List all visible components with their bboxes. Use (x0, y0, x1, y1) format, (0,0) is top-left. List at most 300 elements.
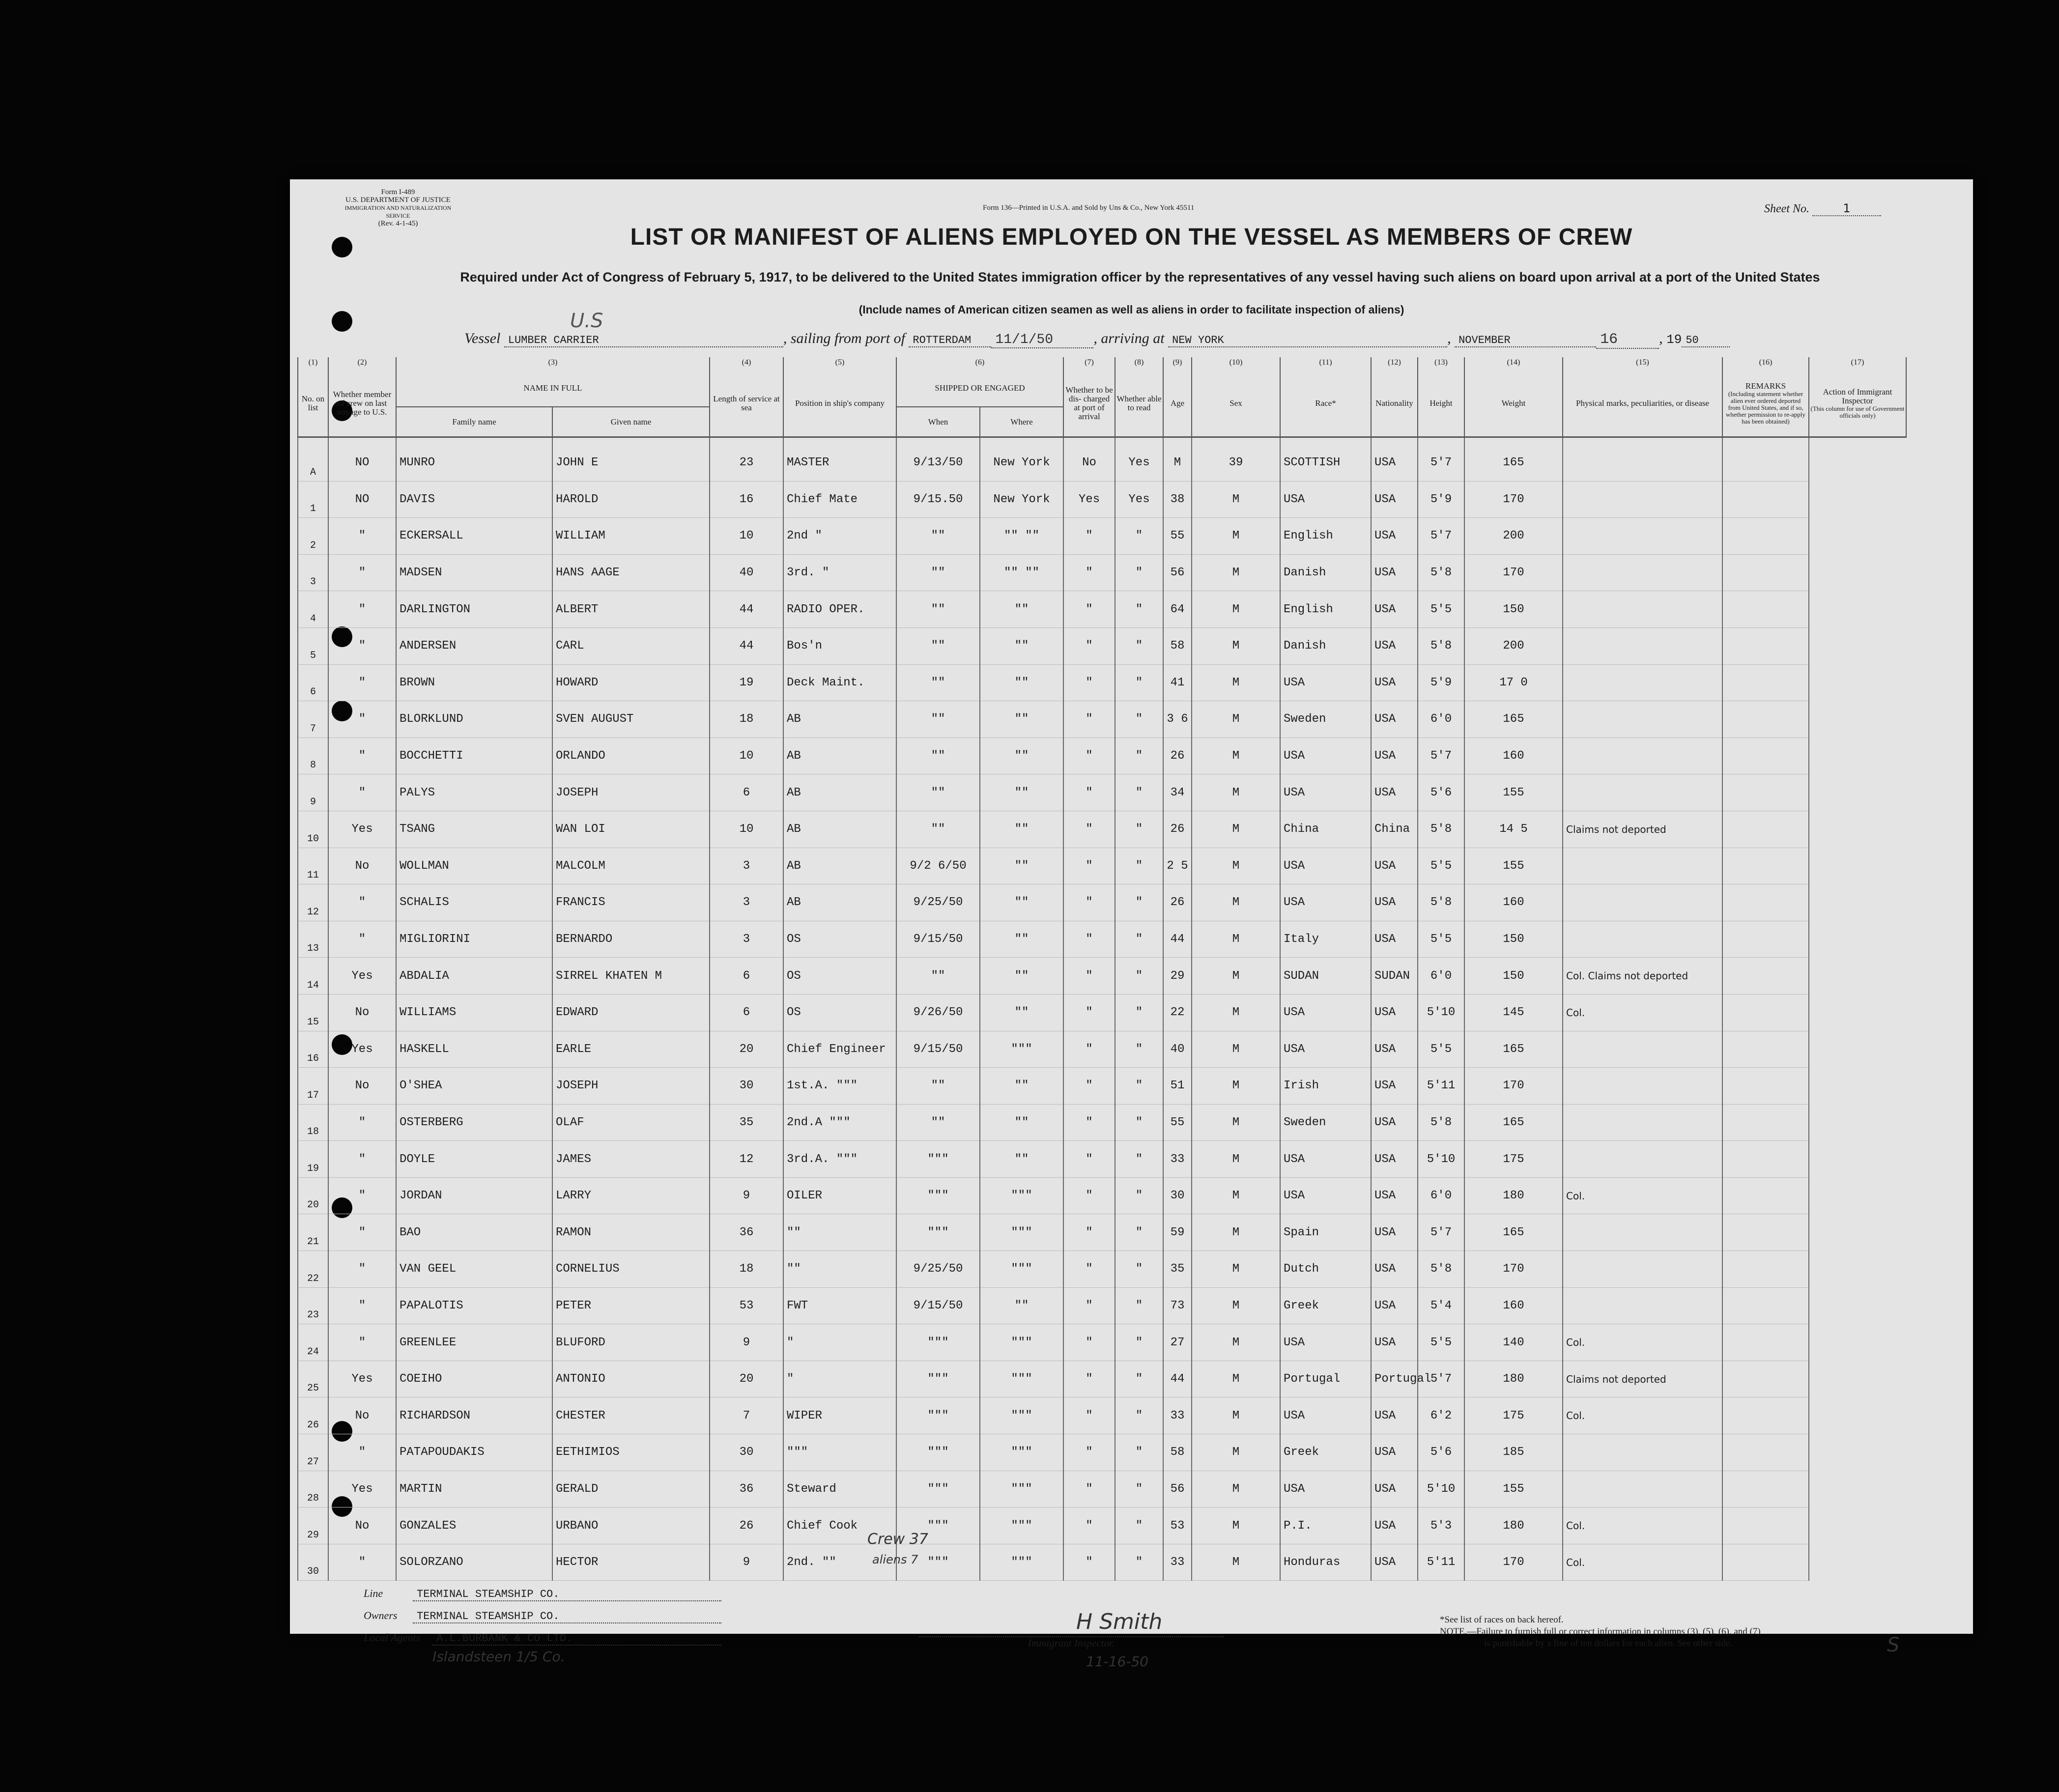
cell-physical (1563, 591, 1722, 628)
cell-age: M (1163, 445, 1192, 481)
cell-remarks (1722, 848, 1809, 884)
cell-nationality: Portugal (1371, 1361, 1418, 1397)
cell-family: MADSEN (396, 554, 552, 591)
cell-where: New York (980, 445, 1063, 481)
cell-physical (1563, 1141, 1722, 1178)
cell-when: "" (896, 664, 980, 701)
cell-when: 9/13/50 (896, 445, 980, 481)
cell-when: """ (896, 1544, 980, 1581)
cell-weight: 170 (1464, 1251, 1563, 1288)
cell-nationality: USA (1371, 1251, 1418, 1288)
cell-family: MUNRO (396, 445, 552, 481)
cell-family: ABDALIA (396, 958, 552, 995)
cell-race: USA (1280, 1141, 1371, 1178)
cell-race: English (1280, 518, 1371, 555)
cell-family: COEIHO (396, 1361, 552, 1397)
col-num: (13) (1418, 357, 1464, 370)
cell-weight: 160 (1464, 1287, 1563, 1324)
cell-physical: Col. (1563, 1397, 1722, 1434)
cell-read: " (1115, 958, 1163, 995)
cell-physical (1563, 1068, 1722, 1105)
cell-age: 55 (1163, 518, 1192, 555)
cell-when: 9/2 6/50 (896, 848, 980, 884)
cell-age: 2 5 (1163, 848, 1192, 884)
cell-remarks (1722, 554, 1809, 591)
cell-age: 40 (1163, 1031, 1192, 1068)
cell-weight: 150 (1464, 921, 1563, 958)
alien-count-note: aliens 7 (872, 1553, 918, 1566)
cell-race: Portugal (1280, 1361, 1371, 1397)
cell-age: 38 (1163, 481, 1192, 518)
arrival-day: 16 (1596, 331, 1659, 349)
cell-length: 10 (710, 811, 783, 848)
cell-given: CHESTER (552, 1397, 710, 1434)
cell-member: Yes (328, 811, 396, 848)
cell-length: 20 (710, 1031, 783, 1068)
cell-position: 3rd. " (783, 554, 896, 591)
cell-physical (1563, 1434, 1722, 1471)
cell-height: 5'3 (1418, 1508, 1464, 1544)
cell-disch: " (1063, 518, 1115, 555)
cell-when: """ (896, 1141, 980, 1178)
cell-read: " (1115, 1031, 1163, 1068)
cell-physical (1563, 518, 1722, 555)
header-where: Where (980, 407, 1063, 437)
year-prefix: 19 (1666, 332, 1682, 347)
cell-length: 16 (710, 481, 783, 518)
cell-sex: M (1192, 1324, 1280, 1361)
cell-length: 6 (710, 774, 783, 811)
col-num: (3) (396, 357, 710, 370)
col-num: (6) (896, 357, 1063, 370)
cell-length: 18 (710, 1251, 783, 1288)
cell-length: 6 (710, 958, 783, 995)
col-num: (1) (298, 357, 328, 370)
crew-row (298, 1214, 1906, 1251)
cell-family: HASKELL (396, 1031, 552, 1068)
crew-row (298, 1141, 1906, 1178)
cell-sex: M (1192, 994, 1280, 1031)
cell-no: 19 (298, 1141, 328, 1178)
cell-where: "" "" (980, 518, 1063, 555)
form-header (334, 188, 462, 228)
cell-read: " (1115, 1177, 1163, 1214)
cell-where: "" (980, 884, 1063, 921)
header-member: Whether member of crew on last voyage to U.S. (328, 370, 396, 437)
cell-where: """ (980, 1177, 1063, 1214)
cell-weight: 150 (1464, 958, 1563, 995)
cell-when: """ (896, 1434, 980, 1471)
cell-family: ECKERSALL (396, 518, 552, 555)
cell-read: " (1115, 627, 1163, 664)
cell-member: Yes (328, 1471, 396, 1508)
cell-nationality: USA (1371, 1508, 1418, 1544)
remarks-sub: (Including statement whether alien ever ordered deported from United States, and if so, whether permission to re-apply has been obtained) (1725, 390, 1806, 425)
cell-when: 9/15/50 (896, 1031, 980, 1068)
cell-weight: 175 (1464, 1141, 1563, 1178)
header-remarks (1722, 370, 1809, 437)
col-num: (5) (783, 357, 896, 370)
cell-height: 5'5 (1418, 1031, 1464, 1068)
cell-no: 24 (298, 1324, 328, 1361)
cell-remarks (1722, 1141, 1809, 1178)
cell-race: USA (1280, 738, 1371, 774)
crew-row (298, 1251, 1906, 1288)
cell-no: 5 (298, 627, 328, 664)
cell-height: 5'10 (1418, 994, 1464, 1031)
cell-member: " (328, 554, 396, 591)
cell-when: """ (896, 1214, 980, 1251)
cell-weight: 170 (1464, 554, 1563, 591)
cell-age: 53 (1163, 1508, 1192, 1544)
cell-disch: " (1063, 738, 1115, 774)
cell-where: "" (980, 848, 1063, 884)
cell-member: No (328, 1397, 396, 1434)
cell-family: BLORKLUND (396, 701, 552, 738)
cell-physical (1563, 848, 1722, 884)
cell-height: 5'5 (1418, 848, 1464, 884)
cell-height: 6'0 (1418, 958, 1464, 995)
crew-row (298, 1104, 1906, 1141)
cell-no: 23 (298, 1287, 328, 1324)
header-name-in-full: NAME IN FULL (396, 370, 710, 407)
cell-sex: M (1192, 1141, 1280, 1178)
cell-family: O'SHEA (396, 1068, 552, 1105)
cell-nationality: USA (1371, 1177, 1418, 1214)
cell-race: Irish (1280, 1068, 1371, 1105)
cell-race: Greek (1280, 1434, 1371, 1471)
cell-height: 6'2 (1418, 1397, 1464, 1434)
cell-disch: " (1063, 921, 1115, 958)
cell-weight: 200 (1464, 627, 1563, 664)
col-num: (2) (328, 357, 396, 370)
cell-sex: M (1192, 1361, 1280, 1397)
owners-value: TERMINAL STEAMSHIP CO. (413, 1610, 721, 1623)
cell-sex: M (1192, 921, 1280, 958)
cell-when: """ (896, 1508, 980, 1544)
crew-row (298, 591, 1906, 628)
cell-no: 14 (298, 958, 328, 995)
cell-race: English (1280, 591, 1371, 628)
arrival-year: 50 (1682, 334, 1730, 347)
cell-physical: Col. (1563, 1324, 1722, 1361)
cell-age: 56 (1163, 1471, 1192, 1508)
cell-disch: " (1063, 1214, 1115, 1251)
vessel-hand-note: U.S (570, 310, 603, 332)
cell-length: 19 (710, 664, 783, 701)
cell-age: 26 (1163, 738, 1192, 774)
cell-disch: " (1063, 1141, 1115, 1178)
cell-member: " (328, 664, 396, 701)
cell-nationality: USA (1371, 1544, 1418, 1581)
cell-where: """ (980, 1434, 1063, 1471)
cell-length: 30 (710, 1068, 783, 1105)
page-title: LIST OR MANIFEST OF ALIENS EMPLOYED ON THE VESSEL AS MEMBERS OF CREW (630, 224, 1633, 250)
cell-family: OSTERBERG (396, 1104, 552, 1141)
cell-nationality: USA (1371, 1141, 1418, 1178)
race-note: *See list of races on back hereof. (1440, 1615, 1564, 1625)
cell-nationality: USA (1371, 1471, 1418, 1508)
cell-disch: " (1063, 701, 1115, 738)
cell-given: LARRY (552, 1177, 710, 1214)
cell-position: """ (783, 1434, 896, 1471)
header-discharged: Whether to be dis- charged at port of arrival (1063, 370, 1115, 437)
cell-position: AB (783, 701, 896, 738)
cell-member: No (328, 994, 396, 1031)
crew-row (298, 921, 1906, 958)
cell-member: " (328, 884, 396, 921)
cell-disch: " (1063, 958, 1115, 995)
cell-remarks (1722, 774, 1809, 811)
cell-sex: M (1192, 848, 1280, 884)
page-subtitle: Required under Act of Congress of February 5, 1917, to be delivered to the United States immigration officer by the representatives of any vessel having such aliens on board upon arrival at a port of the United States (460, 270, 1820, 284)
cell-position: OS (783, 994, 896, 1031)
cell-weight: 14 5 (1464, 811, 1563, 848)
cell-disch: " (1063, 1287, 1115, 1324)
cell-nationality: USA (1371, 591, 1418, 628)
header-height: Height (1418, 370, 1464, 437)
cell-given: EARLE (552, 1031, 710, 1068)
cell-no: 15 (298, 994, 328, 1031)
cell-no: 26 (298, 1397, 328, 1434)
cell-disch: " (1063, 848, 1115, 884)
cell-family: DOYLE (396, 1141, 552, 1178)
cell-member: Yes (328, 1361, 396, 1397)
cell-no: 21 (298, 1214, 328, 1251)
cell-remarks (1722, 1068, 1809, 1105)
cell-given: GERALD (552, 1471, 710, 1508)
sheet-label: Sheet No. (1764, 202, 1809, 215)
line-label: Line (364, 1587, 383, 1599)
cell-weight: 160 (1464, 738, 1563, 774)
cell-weight: 185 (1464, 1434, 1563, 1471)
cell-weight: 165 (1464, 1104, 1563, 1141)
cell-length: 10 (710, 738, 783, 774)
cell-disch: " (1063, 1068, 1115, 1105)
cell-sex: M (1192, 738, 1280, 774)
cell-sex: M (1192, 1214, 1280, 1251)
cell-given: SIRREL KHATEN M (552, 958, 710, 995)
cell-when: """ (896, 1324, 980, 1361)
cell-given: PETER (552, 1287, 710, 1324)
cell-no: 18 (298, 1104, 328, 1141)
crew-row (298, 518, 1906, 555)
cell-family: ANDERSEN (396, 627, 552, 664)
cell-family: SCHALIS (396, 884, 552, 921)
cell-disch: " (1063, 811, 1115, 848)
cell-physical (1563, 1287, 1722, 1324)
cell-no: 7 (298, 701, 328, 738)
cell-disch: " (1063, 1177, 1115, 1214)
crew-row (298, 445, 1906, 481)
cell-disch: " (1063, 1324, 1115, 1361)
cell-weight: 140 (1464, 1324, 1563, 1361)
vessel-line: Vessel LUMBER CARRIER , sailing from port of ROTTERDAM 11/1/50 , arriving at NEW YORK , NOVEMBER 16 , 19 50 (464, 330, 1730, 349)
cell-height: 5'8 (1418, 884, 1464, 921)
cell-position: 2nd " (783, 518, 896, 555)
action-sub: (This column for use of Government officials only) (1810, 404, 1905, 419)
cell-no: 11 (298, 848, 328, 884)
cell-family: PALYS (396, 774, 552, 811)
cell-sex: M (1192, 1031, 1280, 1068)
cell-family: WILLIAMS (396, 994, 552, 1031)
cell-position: WIPER (783, 1397, 896, 1434)
cell-member: " (328, 1324, 396, 1361)
cell-disch: " (1063, 884, 1115, 921)
cell-remarks (1722, 1214, 1809, 1251)
col-num: (12) (1371, 357, 1418, 370)
crew-row (298, 664, 1906, 701)
cell-nationality: USA (1371, 554, 1418, 591)
inspector-signature: H Smith (1076, 1609, 1163, 1634)
cell-sex: M (1192, 627, 1280, 664)
cell-no: 28 (298, 1471, 328, 1508)
cell-where: """ (980, 1544, 1063, 1581)
cell-length: 30 (710, 1434, 783, 1471)
crew-row (298, 1324, 1906, 1361)
cell-member: " (328, 518, 396, 555)
cell-nationality: USA (1371, 1068, 1418, 1105)
cell-member: " (328, 627, 396, 664)
cell-race: USA (1280, 481, 1371, 518)
cell-read: " (1115, 921, 1163, 958)
cell-member: " (328, 1251, 396, 1288)
cell-height: 5'10 (1418, 1471, 1464, 1508)
cell-disch: " (1063, 591, 1115, 628)
cell-physical (1563, 1251, 1722, 1288)
cell-where: """ (980, 1471, 1063, 1508)
action-title: Action of Immigrant Inspector (1823, 387, 1892, 405)
cell-when: "" (896, 811, 980, 848)
footer-line (364, 1587, 721, 1601)
cell-length: 23 (710, 445, 783, 481)
header-nationality: Nationality (1371, 370, 1418, 437)
cell-height: 5'5 (1418, 591, 1464, 628)
cell-when: 9/25/50 (896, 884, 980, 921)
cell-sex: 39 (1192, 445, 1280, 481)
cell-length: 18 (710, 701, 783, 738)
cell-nationality: USA (1371, 1397, 1418, 1434)
cell-sex: M (1192, 591, 1280, 628)
header-given: Given name (552, 407, 710, 437)
cell-age: 35 (1163, 1251, 1192, 1288)
cell-disch: No (1063, 445, 1115, 481)
cell-weight: 155 (1464, 848, 1563, 884)
cell-age: 33 (1163, 1397, 1192, 1434)
cell-nationality: USA (1371, 481, 1418, 518)
inspector-date: 11-16-50 (1086, 1653, 1149, 1670)
sailing-date: 11/1/50 (991, 332, 1093, 348)
cell-position: Chief Engineer (783, 1031, 896, 1068)
cell-given: OLAF (552, 1104, 710, 1141)
cell-family: BAO (396, 1214, 552, 1251)
cell-given: ORLANDO (552, 738, 710, 774)
cell-position: MASTER (783, 445, 896, 481)
cell-where: "" (980, 627, 1063, 664)
cell-where: "" (980, 921, 1063, 958)
cell-no: A (298, 445, 328, 481)
cell-weight: 170 (1464, 1544, 1563, 1581)
cell-age: 34 (1163, 774, 1192, 811)
owners-label: Owners (364, 1609, 398, 1621)
cell-when: "" (896, 774, 980, 811)
cell-given: SVEN AUGUST (552, 701, 710, 738)
cell-where: "" (980, 774, 1063, 811)
cell-read: " (1115, 884, 1163, 921)
cell-when: "" (896, 1068, 980, 1105)
cell-given: JOHN E (552, 445, 710, 481)
cell-physical: Col. (1563, 1177, 1722, 1214)
cell-weight: 155 (1464, 774, 1563, 811)
cell-nationality: USA (1371, 1104, 1418, 1141)
cell-age: 59 (1163, 1214, 1192, 1251)
cell-when: "" (896, 1104, 980, 1141)
cell-position: 3rd.A. """ (783, 1141, 896, 1178)
crew-row (298, 1287, 1906, 1324)
cell-height: 5'9 (1418, 481, 1464, 518)
col-num: (11) (1280, 357, 1371, 370)
cell-position: " (783, 1324, 896, 1361)
crew-row (298, 1508, 1906, 1544)
crew-row (298, 627, 1906, 664)
cell-race: Danish (1280, 627, 1371, 664)
header-length: Length of service at sea (710, 370, 783, 437)
cell-age: 33 (1163, 1544, 1192, 1581)
crew-row (298, 1471, 1906, 1508)
cell-nationality: USA (1371, 627, 1418, 664)
cell-member: " (328, 1214, 396, 1251)
cell-remarks (1722, 1361, 1809, 1397)
cell-height: 5'6 (1418, 1434, 1464, 1471)
crew-row (298, 1068, 1906, 1105)
agents-value: A.L.BURBANK & CO LTD. (432, 1632, 721, 1646)
crew-row (298, 738, 1906, 774)
cell-physical (1563, 921, 1722, 958)
cell-sex: M (1192, 958, 1280, 995)
cell-family: MIGLIORINI (396, 921, 552, 958)
cell-position: OILER (783, 1177, 896, 1214)
cell-nationality: USA (1371, 1287, 1418, 1324)
cell-where: New York (980, 481, 1063, 518)
cell-nationality: USA (1371, 884, 1418, 921)
cell-sex: M (1192, 811, 1280, 848)
cell-family: GONZALES (396, 1508, 552, 1544)
cell-race: Spain (1280, 1214, 1371, 1251)
cell-length: 36 (710, 1214, 783, 1251)
cell-where: "" (980, 811, 1063, 848)
cell-length: 36 (710, 1471, 783, 1508)
cell-sex: M (1192, 481, 1280, 518)
crew-row (298, 1434, 1906, 1471)
cell-when: 9/26/50 (896, 994, 980, 1031)
cell-weight: 180 (1464, 1177, 1563, 1214)
cell-read: " (1115, 518, 1163, 555)
cell-read: " (1115, 1141, 1163, 1178)
col-num: (7) (1063, 357, 1115, 370)
cell-length: 9 (710, 1544, 783, 1581)
cell-length: 44 (710, 591, 783, 628)
cell-given: JOSEPH (552, 1068, 710, 1105)
header-age: Age (1163, 370, 1192, 437)
cell-given: EETHIMIOS (552, 1434, 710, 1471)
col-num: (17) (1809, 357, 1906, 370)
cell-given: MALCOLM (552, 848, 710, 884)
cell-disch: " (1063, 1361, 1115, 1397)
cell-read: " (1115, 1361, 1163, 1397)
col-num: (15) (1563, 357, 1722, 370)
cell-no: 16 (298, 1031, 328, 1068)
col-num: (9) (1163, 357, 1192, 370)
